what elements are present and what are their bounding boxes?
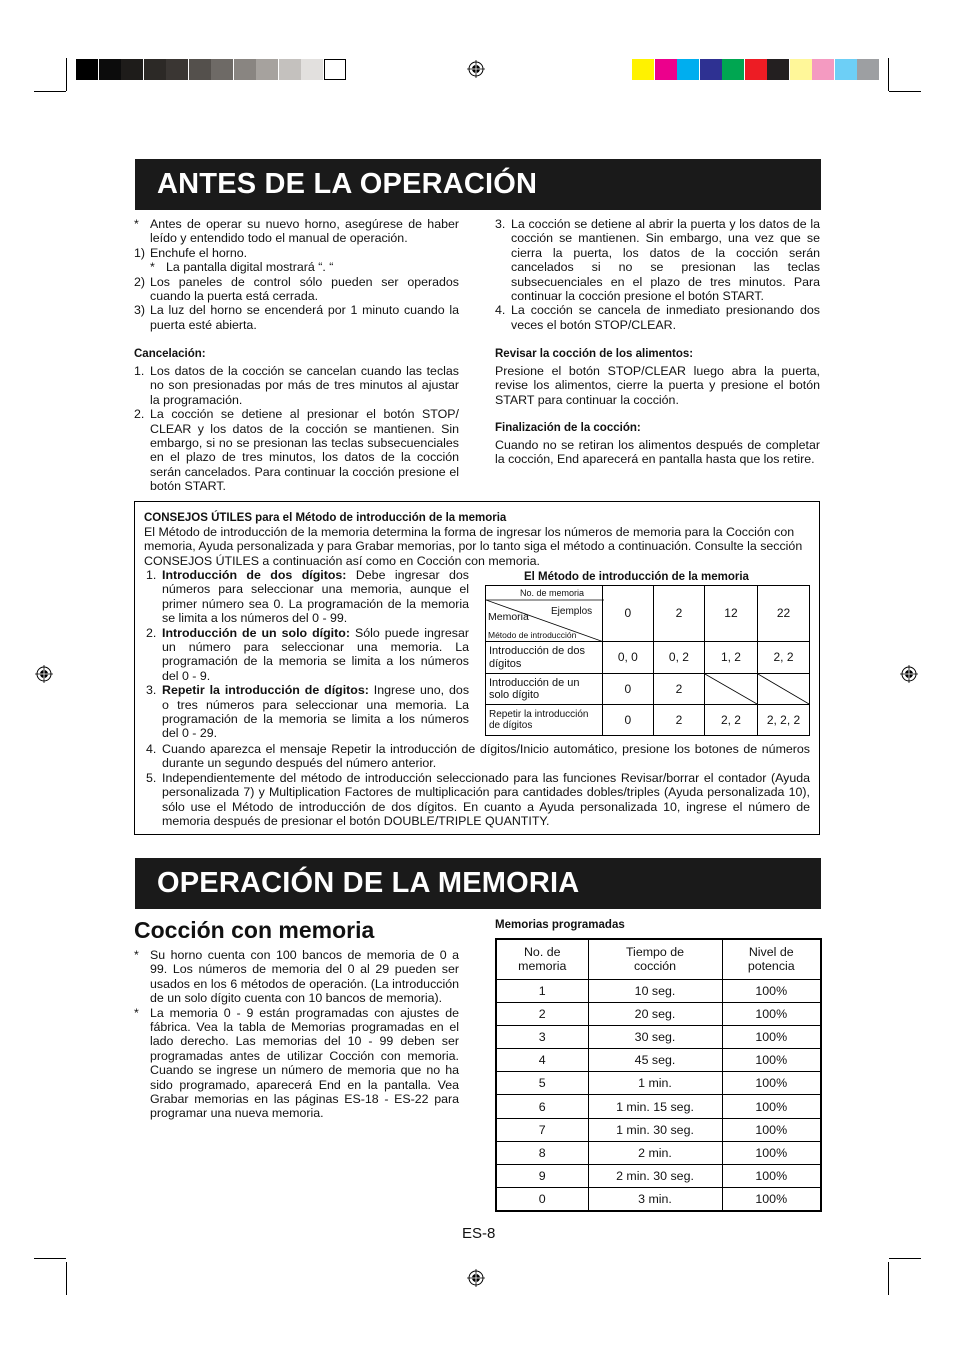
table-cell: 100% <box>722 1049 821 1072</box>
hdr-ejemplos: Ejemplos <box>551 606 593 617</box>
color-swatch <box>324 59 346 80</box>
list-item: 4. La cocción se cancela de inmediato presionando dos veces el botón STOP/CLEAR. <box>495 303 820 332</box>
color-swatch <box>166 59 188 80</box>
color-swatch <box>632 59 654 80</box>
table-cell: 100% <box>722 1165 821 1188</box>
color-swatch <box>99 59 121 80</box>
tips-intro: El Método de introducción de la memoria determina la forma de ingresar los números de memoria para la Cocción con memoria, Ayuda personalizada y para Grabar memorias, por lo tanto siga el método a continuación. Consulte la sección CONSEJOS ÚTILES a continuación así como en Cocción con memoria. <box>144 525 803 568</box>
right-list <box>495 217 820 332</box>
check-heading: Revisar la cocción de los alimentos: <box>495 348 694 360</box>
color-swatch <box>700 59 722 80</box>
list-item: 3) La luz del horno se encenderá por 1 minuto cuando la puerta esté abierta. <box>134 303 459 332</box>
memcook-list <box>134 948 459 1121</box>
table-cell: 100% <box>722 1002 821 1025</box>
hdr-memoria: Memoria <box>488 611 529 623</box>
table-row: Introducción de dos dígitos 0, 0 0, 2 1, 2 2, 2 <box>486 642 810 674</box>
list-item: 3. La cocción se detiene al abrir la puerta y los datos de la cocción se mantienen. Sin embargo, una vez que se cierra la puerta, los datos de la cocción serán cancelados si no se presionan las teclas subsecuenciales en el plazo de tres minutos. Para continuar la cocción presione el botón START. <box>495 217 820 304</box>
table-cell: 7 <box>496 1118 588 1141</box>
color-swatch <box>677 59 699 80</box>
list-item: * La memoria 0 - 9 están programadas con ajustes de fábrica. Vea la tabla de Memorias programadas en el lado derecho. Las memorias del 10 - 99 deben ser programadas antes de utilizar Cocción con memoria. Cuando se ingrese un número de memoria que no ha sido programado, aparecerá End en la pantalla. Vea Grabar memorias en las páginas ES-18 - ES-22 para programar una nueva memoria. <box>134 1005 459 1121</box>
memcook-title: Cocción con memoria <box>134 917 375 943</box>
color-swatch <box>144 59 166 80</box>
table-row: Introducción de un solo dígito 0 2 <box>486 674 810 705</box>
list-item: * Su horno cuenta con 100 bancos de memoria de 0 a 99. Los números de memoria del 0 al 29 pueden ser usados en los 6 métodos de operación. (La introducción de un solo dígito cuenta con 10 bancos de memoria). <box>134 948 459 1006</box>
diagonal-line <box>758 674 809 704</box>
color-swatch <box>211 59 233 80</box>
cancel-heading: Cancelación: <box>134 348 206 360</box>
table-row <box>496 1188 821 1211</box>
list-item: * La pantalla digital mostrará “. “ <box>150 260 334 275</box>
table-row <box>496 1118 821 1141</box>
color-swatch <box>234 59 256 80</box>
table-cell: 6 <box>496 1095 588 1118</box>
table-cell: 1 min. <box>588 1072 722 1095</box>
table-cell: 2 min. <box>588 1141 722 1164</box>
table-cell: 3 min. <box>588 1188 722 1211</box>
col-header: No. de memoria <box>496 939 588 979</box>
list-item: 4. Cuando aparezca el mensaje Repetir la introducción de dígitos/Inicio automático, presione los botones de números durante un segundo después del número anterior. <box>146 742 810 771</box>
table-row <box>496 1095 821 1118</box>
table-cell: 2 min. 30 seg. <box>588 1165 722 1188</box>
empty-cell <box>704 674 757 705</box>
color-swatch <box>790 59 812 80</box>
table-cell: 0 <box>496 1188 588 1211</box>
color-swatch <box>812 59 834 80</box>
list-item: 2. Introducción de un solo dígito: Sólo puede ingresar un número para seleccionar una memoria. La programación de la memoria se limita a los números del 0 - 9. <box>146 625 469 683</box>
programmed-table <box>495 938 822 1212</box>
table-row <box>496 1002 821 1025</box>
tips-list-bottom <box>146 742 810 828</box>
table-row <box>496 1049 821 1072</box>
table-row: Repetir la introducción de dígitos 0 2 2, 2 2, 2, 2 <box>486 705 810 736</box>
color-swatch <box>279 59 301 80</box>
table-cell: 100% <box>722 1118 821 1141</box>
list-item: 1) Enchufe el horno. <box>134 245 248 260</box>
table-cell: 5 <box>496 1072 588 1095</box>
registration-mark-icon <box>467 60 485 78</box>
table-cell: 10 seg. <box>588 979 722 1002</box>
intro-list <box>134 217 459 332</box>
color-swatch <box>857 59 879 80</box>
hdr-no-memoria: No. de memoria <box>520 588 585 598</box>
table-cell: 9 <box>496 1165 588 1188</box>
table-row <box>496 1072 821 1095</box>
registration-mark-icon <box>467 1269 485 1287</box>
color-swatch <box>189 59 211 80</box>
table-cell: 100% <box>722 1095 821 1118</box>
hdr-metodo: Método de introducción <box>488 630 577 640</box>
section-banner-memoria: OPERACIÓN DE LA MEMORIA <box>135 858 821 909</box>
color-swatch <box>121 59 143 80</box>
tips-list-left <box>146 568 469 741</box>
tips-heading: CONSEJOS ÚTILES para el Método de introducción de la memoria <box>144 512 507 524</box>
table-row <box>496 1141 821 1164</box>
table-cell: 1 min. 15 seg. <box>588 1095 722 1118</box>
col-header: 0 <box>602 586 653 642</box>
color-swatch <box>655 59 677 80</box>
table-row <box>496 1025 821 1048</box>
col-header: 2 <box>653 586 704 642</box>
list-item: 3. Repetir la introducción de dígitos: Ingrese uno, dos o tres números para seleccionar una memoria. La programación de la memoria se limita a los números del 0 - 29. <box>146 683 470 741</box>
list-item: 1. Los datos de la cocción se cancelan cuando las teclas no son presionadas por más de tres minutos al ajustar la programación. <box>134 364 459 407</box>
table-cell: 30 seg. <box>588 1025 722 1048</box>
table-cell: 100% <box>722 1025 821 1048</box>
method-table <box>485 585 810 736</box>
table-cell: 2 <box>496 1002 588 1025</box>
table-cell: 100% <box>722 1188 821 1211</box>
table-cell: 1 min. 30 seg. <box>588 1118 722 1141</box>
section-banner-antes: ANTES DE LA OPERACIÓN <box>135 159 821 210</box>
table-header-row <box>496 939 821 979</box>
color-swatch <box>722 59 744 80</box>
color-swatch <box>767 59 789 80</box>
registration-mark-icon <box>35 665 53 683</box>
color-swatch <box>301 59 323 80</box>
table-cell: 3 <box>496 1025 588 1048</box>
list-item: 1. Introducción de dos dígitos: Debe ingresar dos números para seleccionar una memoria, aunque el primer número sea 0. La programación de la memoria se limita a los números del 0 - 99. <box>146 568 469 626</box>
table-row <box>496 1165 821 1188</box>
table-row <box>496 979 821 1002</box>
table-cell: 8 <box>496 1141 588 1164</box>
method-table-title: El Método de introducción de la memoria <box>524 571 749 583</box>
table-cell: 100% <box>722 1141 821 1164</box>
table-cell: 45 seg. <box>588 1049 722 1072</box>
finish-heading: Finalización de la cocción: <box>495 422 641 434</box>
method-table-corner <box>486 586 603 642</box>
diagonal-line <box>705 674 757 704</box>
registration-mark-icon <box>900 665 918 683</box>
list-item: 2) Los paneles de control sólo pueden ser operados cuando la puerta está cerrada. <box>134 274 459 304</box>
list-item: 2. La cocción se detiene al presionar el botón STOP/ CLEAR y los datos de la cocción se mantienen. Sin embargo, si no se presionan las teclas subsecuenciales en el plazo de tres minutos, los datos de la cocción serán cancelados. Para continuar la cocción presione el botón START. <box>134 407 459 494</box>
col-header: Nivel de potencia <box>722 939 821 979</box>
color-swatch <box>256 59 278 80</box>
cancel-list <box>134 364 459 494</box>
table-cell: 20 seg. <box>588 1002 722 1025</box>
col-header: 22 <box>757 586 809 642</box>
check-text: Presione el botón STOP/CLEAR luego abra la puerta, revise los alimentos, cierre la puerta y presione el botón START para continuar la cocción. <box>495 364 820 407</box>
page-number: ES-8 <box>462 1225 496 1242</box>
table-cell: 100% <box>722 1072 821 1095</box>
table-cell: 1 <box>496 979 588 1002</box>
col-header: 12 <box>704 586 757 642</box>
color-swatch <box>76 59 98 80</box>
list-item: * Antes de operar su nuevo horno, asegúrese de haber leído y entendido todo el manual de operación. <box>134 217 459 246</box>
programmed-title: Memorias programadas <box>495 919 625 931</box>
table-cell: 4 <box>496 1049 588 1072</box>
color-swatch <box>835 59 857 80</box>
empty-cell <box>757 674 809 705</box>
col-header: Tiempo de cocción <box>588 939 722 979</box>
color-swatch <box>745 59 767 80</box>
table-cell: 100% <box>722 979 821 1002</box>
finish-text: Cuando no se retiran los alimentos después de completar la cocción, End aparecerá en pantalla hasta que los retire. <box>495 438 820 467</box>
list-item: 5. Independientemente del método de introducción seleccionado para las funciones Revisar/borrar el contador (Ayuda personalizada 7) y Multiplication Factores de multiplicación para cantidades dobles/triples (Ayuda personalizada 10), sólo use el Método de introducción de dos dígitos. En cuanto a Ayuda personalizada 10, ingrese el número de memoria después de presionar el botón DOUBLE/TRIPLE QUANTITY. <box>146 770 810 829</box>
